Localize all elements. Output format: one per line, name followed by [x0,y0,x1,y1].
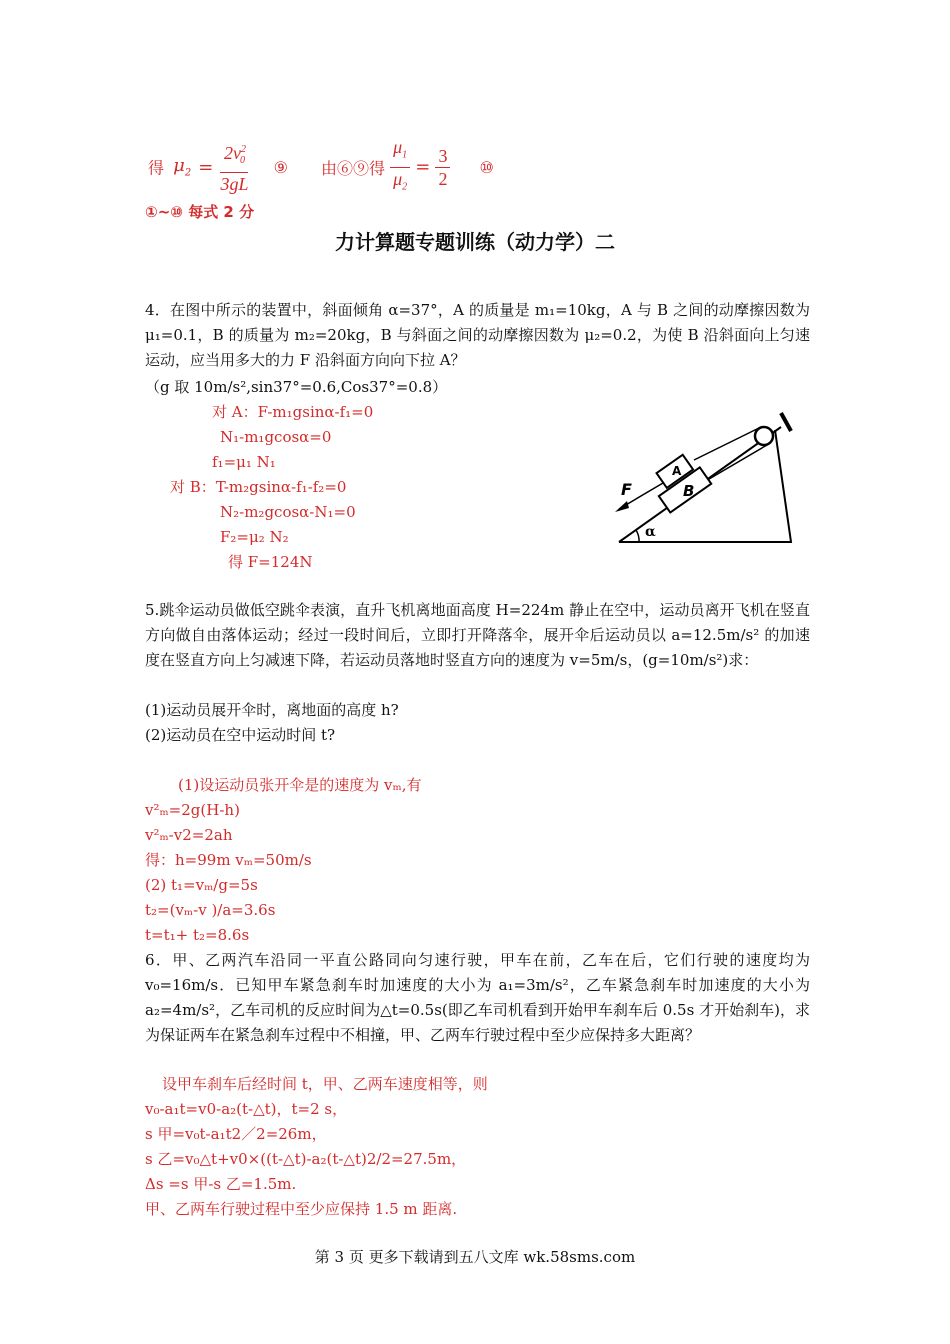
q5-sol-5: (2) t₁=vₘ/g=5s [145,876,258,894]
angle-label: α [645,524,656,540]
block-b-label: B [683,482,695,500]
formula-mid-text: 由⑥⑨得 [321,158,386,178]
formula-mu2: $\mu_2$ [173,155,192,179]
pulley-mount [781,413,791,431]
q4-sol-7: 得 F=124N [228,553,313,571]
incline-diagram [605,405,805,550]
q6-sol-6: 甲、乙两车行驶过程中至少应保持 1.5 m 距离. [145,1200,458,1218]
q5-sol-6: t₂=(vₘ-v )/a=3.6s [145,901,276,919]
q6-sol-1: 设甲车刹车后经时间 t，甲、乙两车速度相等，则 [162,1075,488,1093]
q5-sol-7: t=t₁+ t₂=8.6s [145,926,250,944]
q4-sol-6: F₂=μ₂ N₂ [220,528,289,546]
q4-sol-5: N₂-m₂gcosα-N₁=0 [220,503,356,521]
q4-text: 4．在图中所示的装置中，斜面倾角 α=37°，A 的质量是 m₁=10kg，A 与 B 之间的动摩擦因数为 μ₁=0.1，B 的质量为 m₂=20kg，B 与斜面之间的动摩擦因数为 μ₂=0.2，为使 B 沿斜面向上匀速运动，应当用多大的力 F 沿斜面方向向下拉 A？ [145,301,810,369]
q6-sol-5: Δs =s 甲-s 乙=1.5m. [145,1175,297,1193]
q5-sol-2: v²ₘ=2g(H-h) [145,801,240,819]
page-title: 力计算题专题训练（动力学）二 [335,230,615,254]
force-label: F [621,480,632,499]
formula-eq1: = [198,156,214,178]
q5-sol-3: v²ₘ-v2=2ah [145,826,233,844]
q4-sol-2: N₁-m₁gcosα=0 [220,428,332,446]
fraction-2v0-3gL: $\frac{2v^2_0}{3gL}$ [220,139,248,196]
page-footer: 第 3 页 更多下载请到五八文库 wk.58sms.com [314,1248,636,1266]
q4-sol-4: 对 B：T-m₂gsinα-f₁-f₂=0 [170,478,347,496]
q6-sol-2: v₀-a₁t=v0-a₂(t-△t)，t=2 s， [145,1100,348,1118]
q4-given: （g 取 10m/s²,sin37°=0.6,Cos37°=0.8） [145,378,448,396]
score-note: ①~⑩ 每式 2 分 [145,203,255,221]
q5-sub-2: (2)运动员在空中运动时间 t? [145,726,336,744]
eq-marker-10: ⑩ [479,157,494,177]
formula-line [148,136,494,198]
q6-sol-3: s 甲=v₀t-a₁t2／2=26m， [145,1125,327,1143]
q5-sol-1: (1)设运动员张开伞是的速度为 vₘ,有 [178,776,422,794]
force-arrowhead [615,501,629,512]
fraction-3-2: $\frac{3}{2}$ [435,145,450,190]
q6-sol-4: s 乙=v₀△t+v0×((t-△t)-a₂(t-△t)2/2=27.5m， [145,1150,467,1168]
eq-marker-9: ⑨ [273,157,288,177]
pulley-icon [755,427,773,445]
q5-text: 5.跳伞运动员做低空跳伞表演，直升飞机离地面高度 H=224m 静止在空中，运动员离开飞机在竖直方向做自由落体运动；经过一段时间后，立即打开降落伞，展开伞后运动员以 a=12.5m/s² 的加速度在竖直方向上匀减速下降，若运动员落地时竖直方向的速度为 v=5m/s，(g=10m/s²)求： [145,601,810,669]
q5-sol-4: 得：h=99m vₘ=50m/s [145,851,312,869]
q4-sol-1: 对 A：F-m₁gsinα-f₁=0 [212,403,374,421]
angle-arc [636,530,639,542]
q4-sol-3: f₁=μ₁ N₁ [212,453,276,471]
q5-sub-1: (1)运动员展开伞时，离地面的高度 h? [145,701,399,719]
q6-text: 6．甲、乙两汽车沿同一平直公路同向匀速行驶，甲车在前，乙车在后，它们行驶的速度均为 v₀=16m/s．已知甲车紧急刹车时加速度的大小为 a₁=3m/s²，乙车紧急刹车时加速度的大小为 a₂=4m/s²，乙车司机的反应时间为△t=0.5s(即乙车司机看到开始甲车刹车后 0.5s 才开始刹车)，求为保证两车在紧急刹车过程中不相撞，甲、乙两车行驶过程中至少应保持多大距离？ [145,951,810,1044]
block-a-label: A [672,464,682,478]
formula-eq2: = [415,156,431,178]
fraction-mu1-mu2: $\frac{\mu_1}{\mu_2}$ [390,136,410,198]
formula-de: 得 [148,158,165,178]
